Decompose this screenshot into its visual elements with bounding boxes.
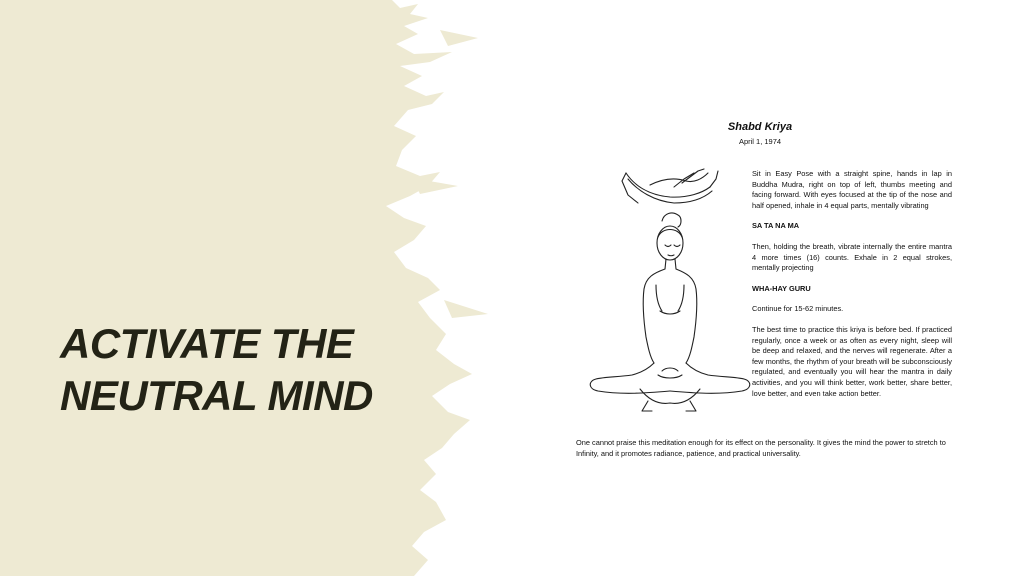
seated-figure-illustration [590,213,750,411]
buddha-mudra-hands-illustration [622,169,718,203]
slide-title-line-1: ACTIVATE THE [60,320,354,367]
document-date: April 1, 1974 [738,137,782,146]
mantra-wha-hay-guru: WHA-HAY GURU [752,283,811,293]
instruction-paragraph: The best time to practice this kriya is before bed. If practiced regularly, once a week or as often as every night, sleep will be deep and relaxed, and the nerves will regenerate. After a few months, the rhythm of your breath will be subconsciously regulated, and eventually you will hear the mantra in daily activities, and you will think better, work better, share better, love better, and even take action better. [752,324,952,398]
closing-paragraph: One cannot praise this meditation enough for its effect on the personality. It gives the mind the power to stretch to Infinity, and it promotes radiance, patience, and practical universality. [576,438,946,458]
instruction-paragraph: Sit in Easy Pose with a straight spine, hands in lap in Buddha Mudra, right on top of left, thumbs meeting and facing forward. With eyes focused at the tip of the nose and half opened, inhale in 4 equal parts, mentally vibrating [752,169,952,210]
document-title: Shabd Kriya [727,121,793,133]
meditation-pose-illustration [578,165,758,445]
mantra-sa-ta-na-ma: SA TA NA MA [752,221,800,231]
slide-title-line-2: NEUTRAL MIND [60,372,373,419]
instruction-paragraph: Then, holding the breath, vibrate internally the entire mantra 4 more times (16) counts. Exhale in 2 equal strokes, mentally projecting [752,241,952,273]
slide-title [60,318,440,422]
instruction-paragraph: Continue for 15-62 minutes. [752,304,844,314]
instructions-column [752,169,952,409]
